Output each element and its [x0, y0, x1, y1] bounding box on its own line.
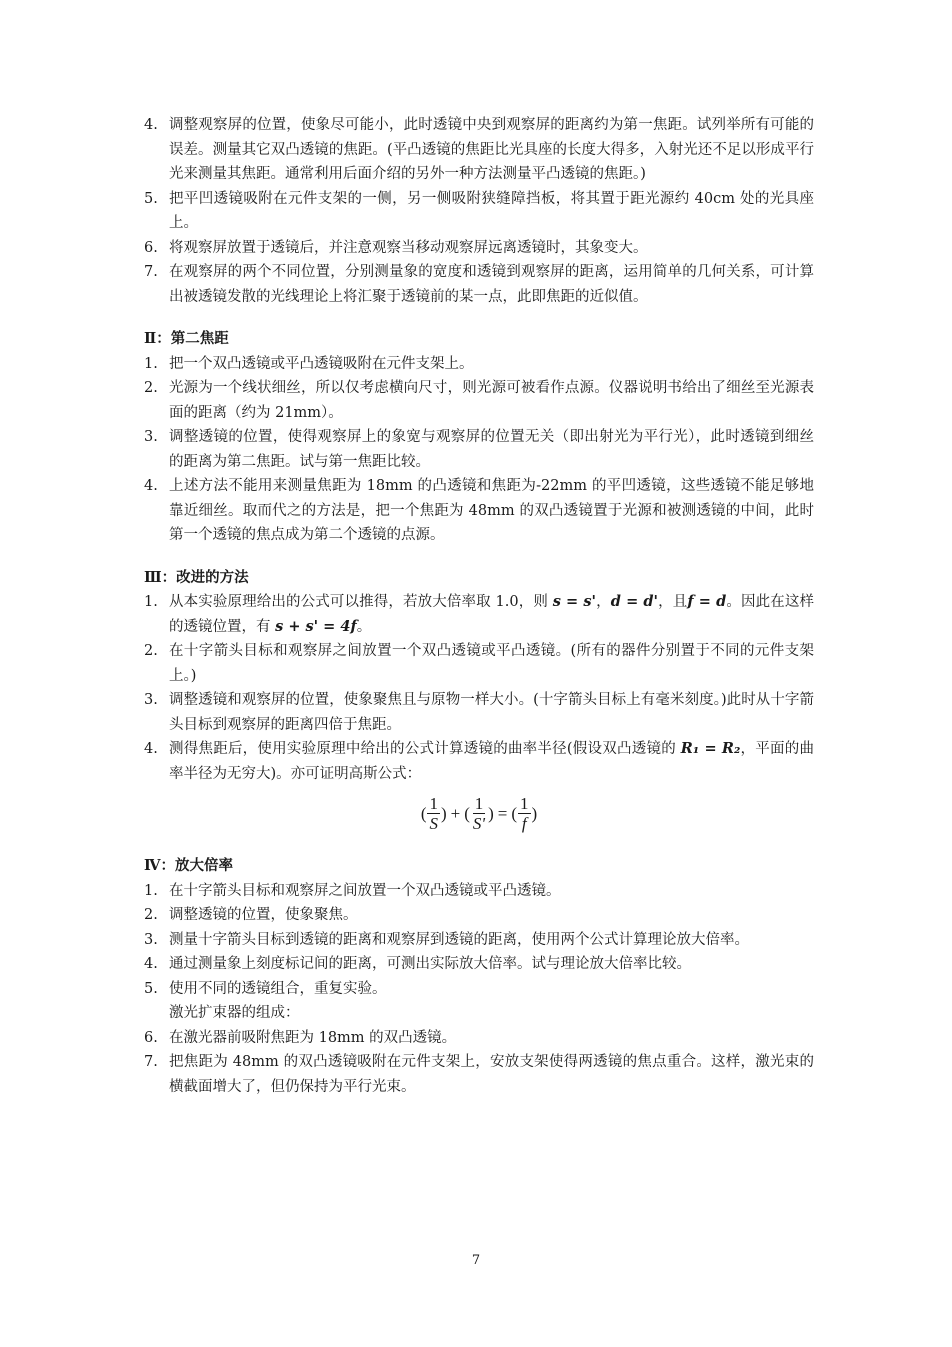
text-run: ，且: [657, 594, 688, 610]
item-number: 4.: [144, 956, 158, 972]
item-number: 3.: [144, 429, 158, 445]
item-text: 调整观察屏的位置，使象尽可能小，此时透镜中央到观察屏的距离约为第一焦距。试列举所有可能的误差。测量其它双凸透镜的焦距。(平凸透镜的焦距比光具座的长度大得多，入射光还不足以形成平行光来测量其焦距。通常利用后面介绍的另外一种方法测量平凸透镜的焦距。): [169, 117, 814, 182]
item-number: 7.: [144, 1054, 158, 1070]
list-item: [144, 977, 814, 1002]
list-item: [144, 474, 814, 548]
text-run: ，: [596, 594, 611, 610]
gauss-formula: [144, 792, 814, 836]
list-item: [144, 260, 814, 309]
item-number: 7.: [144, 264, 158, 280]
item-text: 调整透镜和观察屏的位置，使象聚焦且与原物一样大小。(十字箭头目标上有毫米刻度。)此时从十字箭头目标到观察屏的距离四倍于焦距。: [169, 692, 814, 733]
fraction-1-over-sprime: [471, 795, 487, 834]
fraction-1-over-s: [427, 795, 440, 834]
section-heading: Ⅳ：放大倍率: [144, 857, 233, 874]
item-text: 将观察屏放置于透镜后，并注意观察当移动观察屏远离透镜时，其象变大。: [169, 239, 648, 256]
paren-open: (: [464, 804, 470, 823]
item-text: [169, 590, 814, 639]
list-item: [144, 1026, 814, 1051]
item-number: 4.: [144, 741, 158, 757]
paren-close: ): [440, 804, 447, 823]
item-number: 2.: [144, 907, 158, 923]
paren-open: (: [420, 804, 427, 823]
item-number: 2.: [144, 380, 158, 396]
list-item: [144, 688, 814, 737]
item-text: 在十字箭头目标和观察屏之间放置一个双凸透镜或平凸透镜。: [169, 882, 561, 899]
section-improved-method: [144, 566, 814, 837]
item-text: [169, 737, 814, 786]
item-text: 调整透镜的位置，使得观察屏上的象宽与观察屏的位置无关（即出射光为平行光），此时透镜到细丝的距离为第二焦距。试与第一焦距比较。: [169, 429, 814, 470]
item-text: 使用不同的透镜组合，重复实验。: [169, 980, 387, 997]
denominator: S': [472, 813, 486, 833]
paren-close: ): [488, 804, 494, 823]
item-number: 1.: [144, 594, 158, 610]
page-content: [144, 113, 814, 1099]
page-number: 7: [471, 1253, 481, 1268]
list-item: [144, 737, 814, 786]
item-text: 测量十字箭头目标到透镜的距离和观察屏到透镜的距离，使用两个公式计算理论放大倍率。: [169, 931, 749, 948]
item-text: 通过测量象上刻度标记间的距离，可测出实际放大倍率。试与理论放大倍率比较。: [169, 956, 691, 972]
item-number: 6.: [144, 1029, 158, 1046]
numerator: 1: [520, 793, 529, 813]
section-first-focal-continued: [144, 113, 814, 309]
list-item: [144, 639, 814, 688]
item-number: 3.: [144, 931, 158, 948]
list-item: [144, 879, 814, 904]
list-item: [144, 903, 814, 928]
item-number: 1.: [144, 355, 158, 372]
list-item: [144, 425, 814, 474]
list-item: [144, 590, 814, 639]
item-text: 在激光器前吸附焦距为 18mm 的双凸透镜。: [169, 1029, 457, 1046]
list-item: [144, 352, 814, 377]
text-run: 从本实验原理给出的公式可以推得，若放大倍率取 1.0，则: [169, 594, 553, 610]
equals-sign: =: [497, 804, 508, 823]
item-number: 1.: [144, 882, 158, 899]
item-number: 4.: [144, 117, 158, 133]
item-text: 光源为一个线状细丝，所以仅考虑横向尺寸，则光源可被看作点源。仪器说明书给出了细丝至光源表面的距离（约为 21mm）。: [169, 380, 814, 421]
text-run: 。因此在这样的透镜位置，有: [169, 594, 815, 635]
item-number: 3.: [144, 692, 158, 708]
numerator: 1: [474, 793, 484, 813]
list-item: [144, 187, 814, 236]
item-text: 上述方法不能用来测量焦距为 18mm 的凸透镜和焦距为-22mm 的平凹透镜，这些透镜不能足够地靠近细丝。取而代之的方法是，把一个焦距为 48mm 的双凸透镜置于光源和被测透镜的中间，此时第一个透镜的焦点成为第二个透镜的点源。: [169, 478, 814, 543]
item-text: 把焦距为 48mm 的双凸透镜吸附在元件支架上，安放支架使得两透镜的焦点重合。这样，激光束的横截面增大了，但仍保持为平行光束。: [169, 1054, 814, 1095]
item-number: 5.: [144, 190, 158, 207]
section-heading: Ⅱ：第二焦距: [144, 330, 229, 347]
numerator: 1: [429, 793, 438, 813]
item-text: 在观察屏的两个不同位置，分别测量象的宽度和透镜到观察屏的距离，运用简单的几何关系，可计算出被透镜发散的光线理论上将汇聚于透镜前的某一点，此即焦距的近似值。: [169, 264, 814, 305]
section-heading: Ⅲ：改进的方法: [144, 568, 249, 586]
item-number: 6.: [144, 239, 158, 256]
denominator: f: [521, 813, 527, 833]
list-item: [144, 376, 814, 425]
text-run: ，平面的曲率半径为无穷大)。亦可证明高斯公式：: [169, 741, 814, 782]
equation-d-equals-dprime: d = d': [610, 593, 658, 610]
item-number: 2.: [144, 643, 158, 659]
list-item: [144, 952, 814, 977]
list-item: [144, 928, 814, 953]
list-item: [144, 236, 814, 261]
item-number: 4.: [144, 478, 158, 494]
denominator: S: [429, 813, 438, 833]
list-item: [144, 1050, 814, 1099]
fraction-1-over-f: [518, 795, 531, 834]
equation-radii: R₁ = R₂: [680, 740, 741, 757]
subsection-label: 激光扩束器的组成：: [169, 1005, 300, 1021]
paren-close: ): [531, 804, 538, 823]
text-run: 。: [356, 618, 372, 635]
item-number: 5.: [144, 980, 158, 997]
list-item: [144, 113, 814, 187]
item-text: 调整透镜的位置，使象聚焦。: [169, 907, 358, 923]
equation-s-equals-sprime: s = s': [552, 593, 596, 610]
section-magnification: [144, 854, 814, 1099]
equation-f-equals-d: f = d: [687, 593, 727, 610]
text-run: 测得焦距后，使用实验原理中给出的公式计算透镜的曲率半径(假设双凸透镜的: [169, 741, 681, 757]
section-second-focal: [144, 327, 814, 548]
paren-open: (: [511, 804, 517, 823]
plus-sign: +: [450, 804, 461, 823]
item-text: 把平凹透镜吸附在元件支架的一侧，另一侧吸附狭缝障挡板，将其置于距光源约 40cm 处的光具座上。: [169, 190, 814, 231]
equation-sum-4f: s + s' = 4f: [275, 617, 357, 635]
item-text: 把一个双凸透镜或平凸透镜吸附在元件支架上。: [169, 355, 474, 372]
item-text: 在十字箭头目标和观察屏之间放置一个双凸透镜或平凸透镜。(所有的器件分别置于不同的元件支架上。): [169, 643, 814, 684]
